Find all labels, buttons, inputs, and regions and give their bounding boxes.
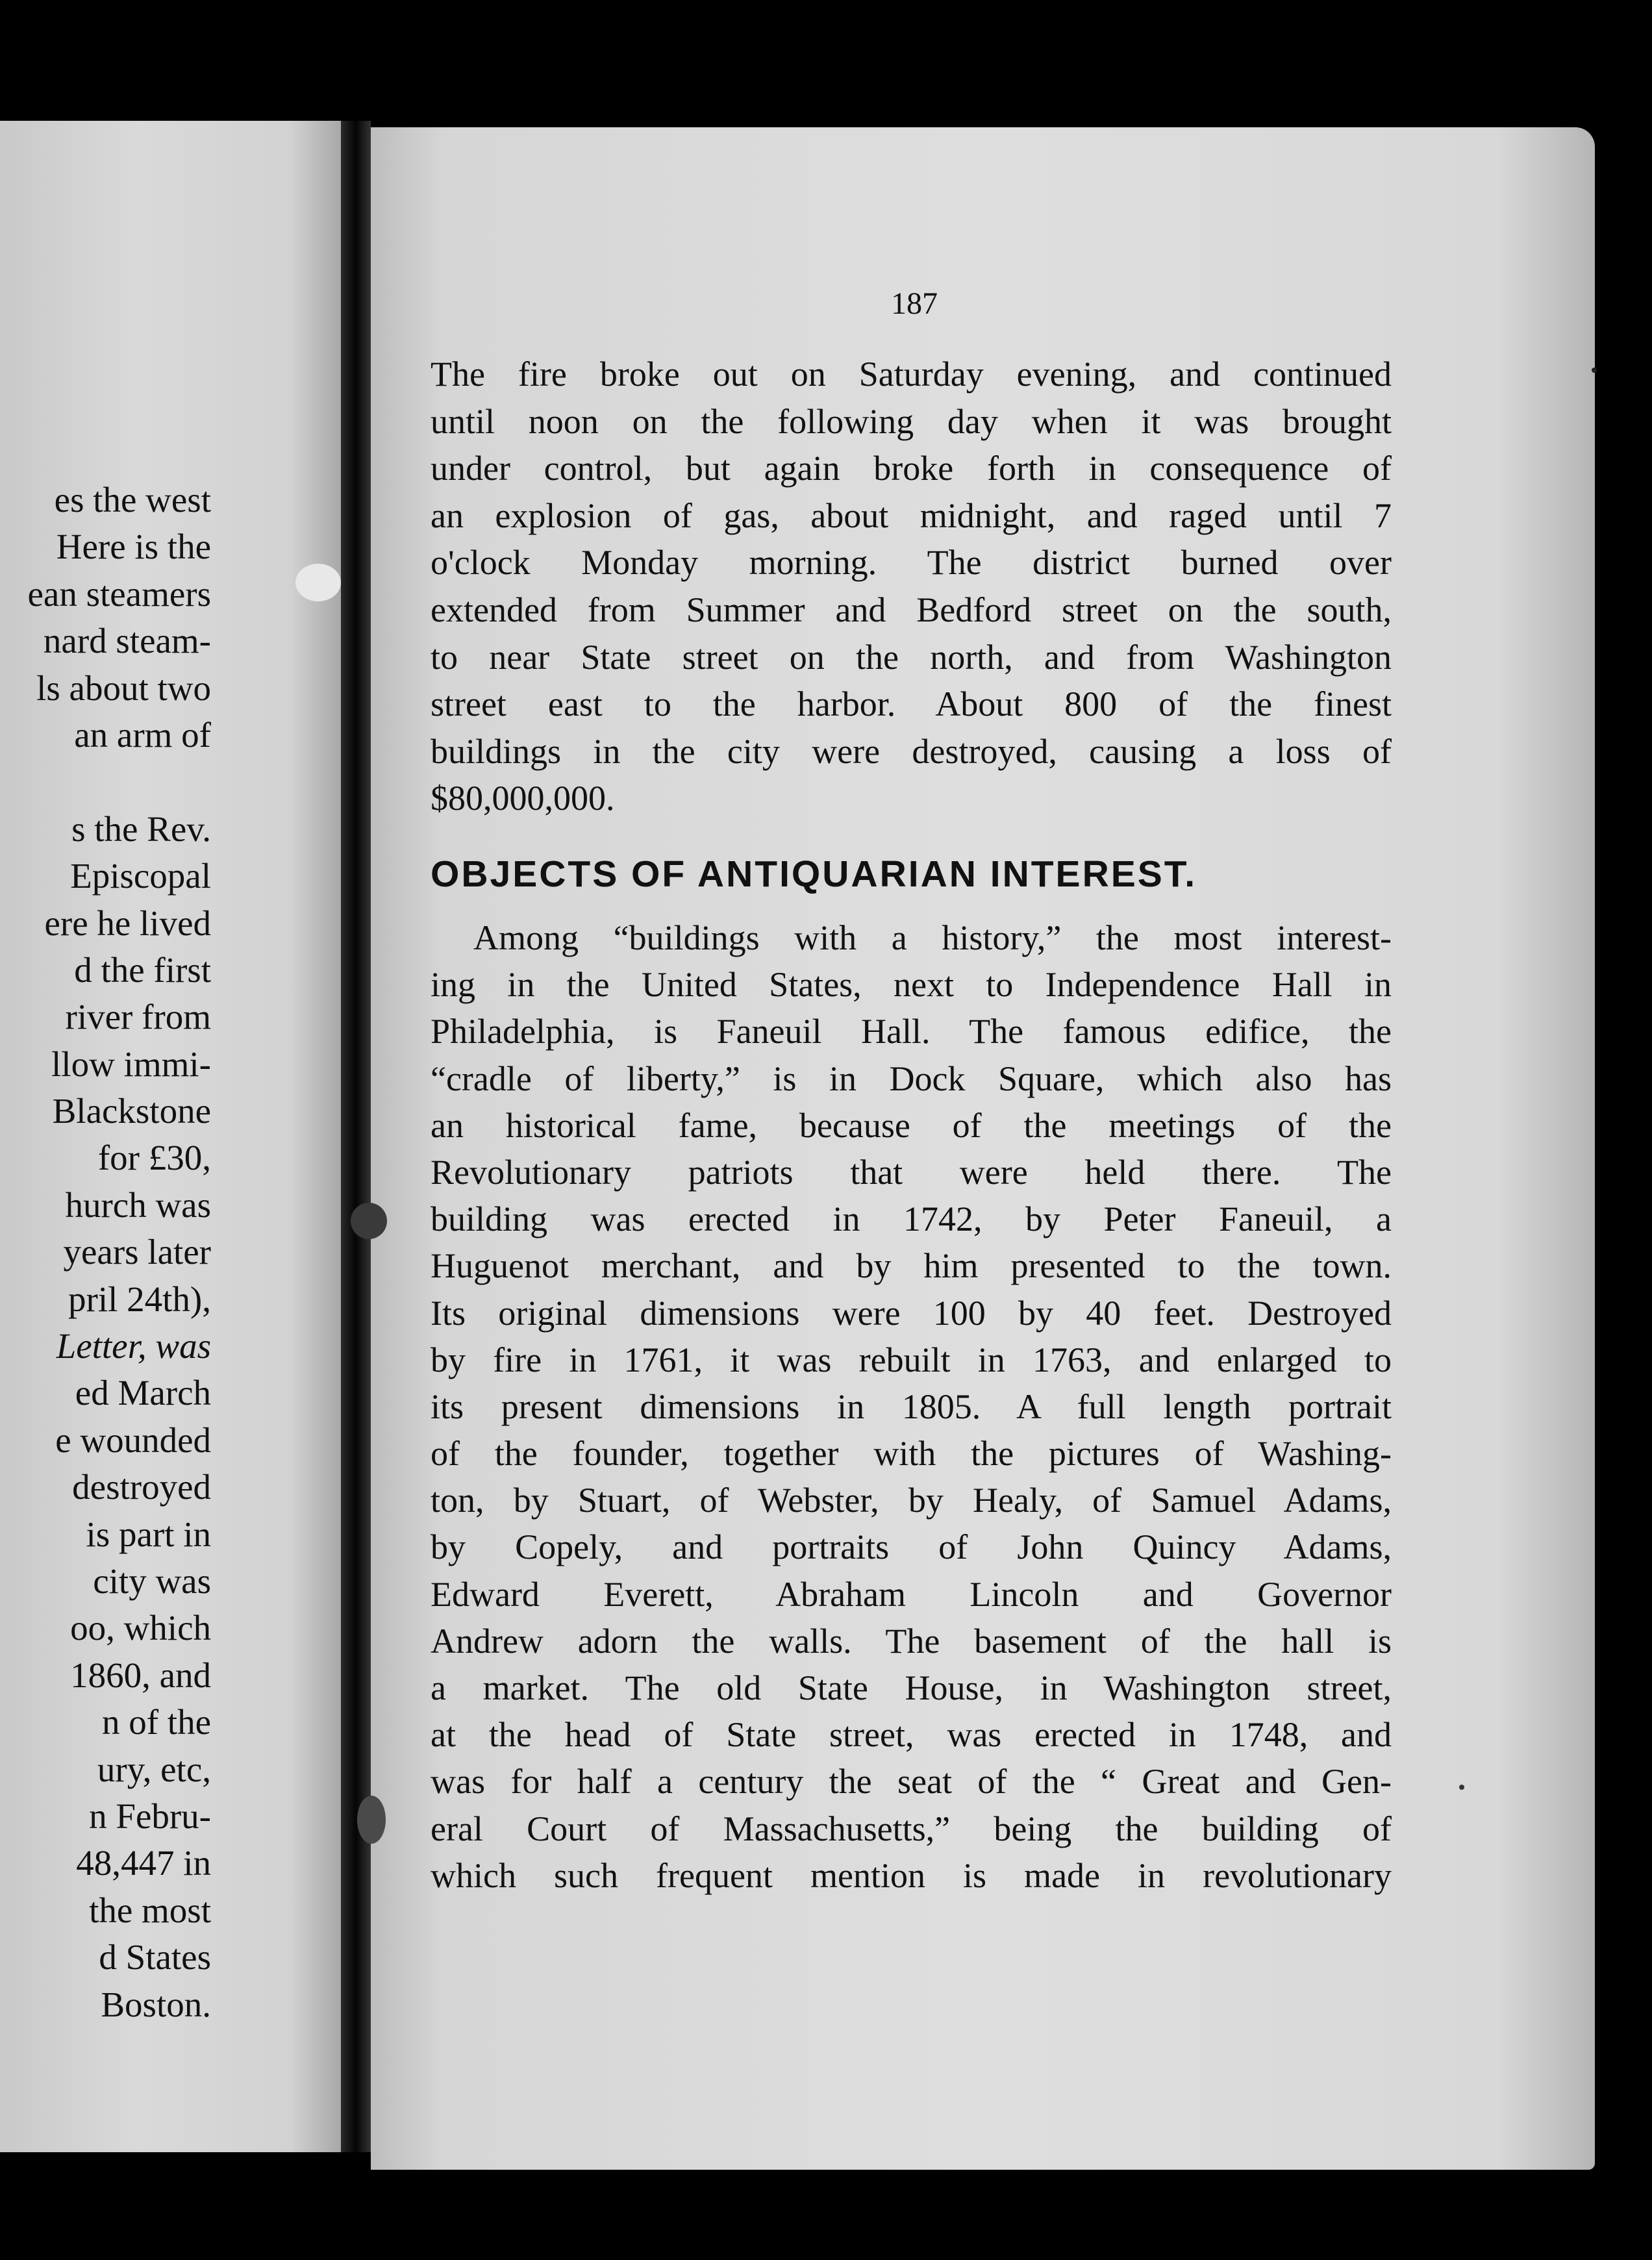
antiquarian-paragraph bbox=[431, 914, 1392, 1899]
text-line: Edward Everett, Abraham Lincoln and Governor bbox=[431, 1574, 1392, 1614]
text-line: n Febru- bbox=[89, 1796, 211, 1836]
text-line: was for half a century the seat of the “ Great and Gen- bbox=[431, 1762, 1392, 1802]
text-line: river from bbox=[65, 997, 211, 1037]
section-heading: OBJECTS OF ANTIQUARIAN INTEREST. bbox=[431, 853, 1197, 895]
text-line: d the first bbox=[74, 949, 211, 990]
text-line: at the head of State street, was erected in 1748, and bbox=[431, 1715, 1392, 1755]
text-line: Among “buildings with a history,” the most interest- bbox=[473, 918, 1392, 957]
text-line: under control, but again broke forth in consequence of bbox=[431, 449, 1392, 488]
text-line: street east to the harbor. About 800 of the finest bbox=[431, 684, 1392, 724]
text-line: o'clock Monday morning. The district burned over bbox=[431, 543, 1392, 583]
text-line: the most bbox=[89, 1890, 211, 1930]
text-line: llow immi- bbox=[51, 1044, 211, 1084]
page-number: 187 bbox=[891, 286, 938, 321]
text-line: ton, by Stuart, of Webster, by Healy, of Samuel Adams, bbox=[431, 1481, 1392, 1520]
text-line: Episcopal bbox=[70, 856, 211, 896]
page-speck bbox=[1592, 368, 1597, 373]
text-line: Philadelphia, is Faneuil Hall. The famous edifice, the bbox=[431, 1012, 1392, 1051]
text-line: its present dimensions in 1805. A full length portrait bbox=[431, 1387, 1392, 1426]
fire-paragraph bbox=[431, 351, 1392, 822]
text-line: an arm of bbox=[74, 714, 211, 755]
text-line: which such frequent mention is made in revolutionary bbox=[431, 1855, 1392, 1895]
text-line: Letter, was bbox=[56, 1326, 211, 1366]
text-line: to near State street on the north, and from Washington bbox=[431, 637, 1392, 677]
page-speck bbox=[1459, 1785, 1464, 1790]
text-line: extended from Summer and Bedford street on the south, bbox=[431, 590, 1392, 629]
left-page bbox=[0, 121, 341, 2152]
text-line: city was bbox=[93, 1561, 211, 1601]
text-line: oo, which bbox=[70, 1608, 211, 1648]
text-line: eral Court of Massachusetts,” being the building of bbox=[431, 1809, 1392, 1848]
text-line: Here is the bbox=[56, 527, 211, 567]
text-line: a market. The old State House, in Washington street, bbox=[431, 1668, 1392, 1707]
text-line: building was erected in 1742, by Peter Faneuil, a bbox=[431, 1199, 1392, 1239]
text-line: years later bbox=[63, 1232, 211, 1272]
text-line: d States bbox=[99, 1937, 211, 1978]
text-line: for £30, bbox=[97, 1138, 211, 1178]
left-page-text bbox=[0, 477, 211, 2028]
text-line: of the founder, together with the pictures of Washing- bbox=[431, 1434, 1392, 1474]
text-line: Andrew adorn the walls. The basement of the hall is bbox=[431, 1621, 1392, 1661]
text-line: ed March bbox=[75, 1373, 211, 1413]
text-line: ing in the United States, next to Independence Hall in bbox=[431, 965, 1392, 1005]
text-line: s the Rev. bbox=[71, 809, 211, 849]
text-line: ere he lived bbox=[44, 903, 211, 943]
binding-hole-mark bbox=[295, 564, 341, 601]
text-line: ean steamers bbox=[27, 573, 211, 614]
text-line: ls about two bbox=[36, 668, 211, 708]
text-line: buildings in the city were destroyed, causing a loss of bbox=[431, 731, 1392, 771]
text-line: destroyed bbox=[72, 1467, 211, 1507]
text-line: 1860, and bbox=[70, 1655, 211, 1695]
text-line: “cradle of liberty,” is in Dock Square, which also has bbox=[431, 1059, 1392, 1098]
text-line: $80,000,000. bbox=[431, 779, 615, 818]
text-line: pril 24th), bbox=[68, 1279, 211, 1319]
text-line: nard steam- bbox=[43, 621, 211, 661]
text-line: The fire broke out on Saturday evening, and continued bbox=[431, 355, 1392, 394]
text-line: n of the bbox=[101, 1702, 211, 1742]
text-line: Huguenot merchant, and by him presented to the town. bbox=[431, 1246, 1392, 1286]
text-line: is part in bbox=[86, 1514, 211, 1554]
text-line: by fire in 1761, it was rebuilt in 1763, and enlarged to bbox=[431, 1340, 1392, 1379]
text-line: Revolutionary patriots that were held there. The bbox=[431, 1152, 1392, 1192]
text-line: Boston. bbox=[101, 1984, 211, 2024]
text-line: until noon on the following day when it was brought bbox=[431, 401, 1392, 441]
text-line: an explosion of gas, about midnight, and raged until 7 bbox=[431, 496, 1392, 535]
text-line: by Copely, and portraits of John Quincy Adams, bbox=[431, 1527, 1392, 1567]
text-line: es the west bbox=[54, 480, 211, 520]
text-line: Blackstone bbox=[52, 1091, 211, 1131]
text-line bbox=[0, 759, 211, 805]
text-line: 48,447 in bbox=[76, 1843, 211, 1883]
text-line: e wounded bbox=[55, 1420, 211, 1460]
binding-hole-mark bbox=[357, 1796, 386, 1844]
book-gutter bbox=[341, 121, 371, 2152]
text-line: hurch was bbox=[65, 1185, 211, 1225]
text-line: ury, etc, bbox=[97, 1749, 211, 1789]
binding-hole-mark bbox=[351, 1203, 387, 1239]
text-line: an historical fame, because of the meetings of the bbox=[431, 1105, 1392, 1145]
text-line: Its original dimensions were 100 by 40 feet. Destroyed bbox=[431, 1293, 1392, 1333]
